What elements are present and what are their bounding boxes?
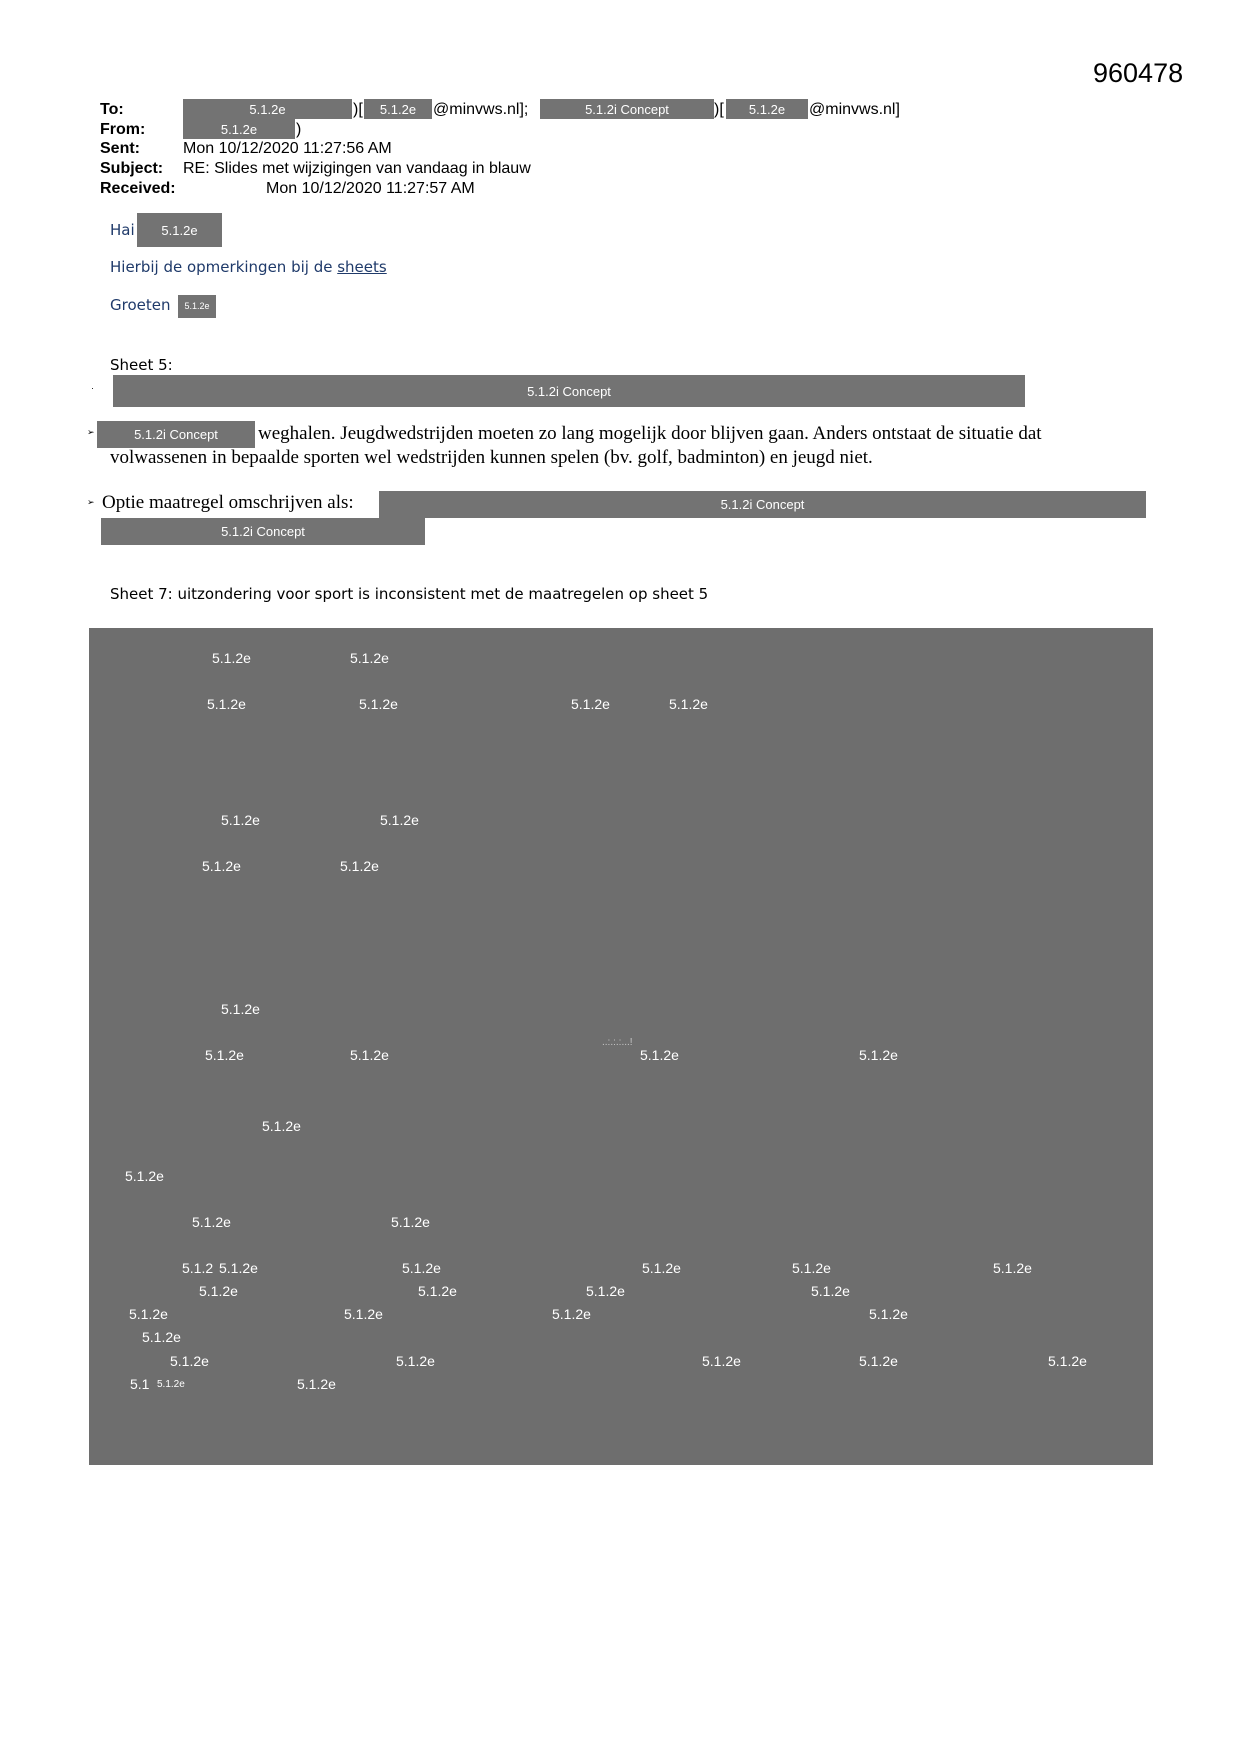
sent-value: Mon 10/12/2020 11:27:56 AM (183, 140, 392, 157)
redaction-label: 5.1.2e (359, 696, 398, 712)
redaction-label: 5.1.2e (859, 1047, 898, 1063)
redaction-label: 5.1.2 (182, 1260, 214, 1276)
redaction-label: 5.1.2e (350, 1047, 389, 1063)
closing: Groeten (110, 296, 171, 314)
redaction-label: 5.1.2e (262, 1118, 301, 1134)
redaction-box: 5.1.2e (137, 213, 222, 247)
redaction-label: 5.1.2e (297, 1376, 336, 1392)
redaction-label: 5.1.2e (402, 1260, 441, 1276)
redaction-label: 5.1.2e (380, 812, 419, 828)
paragraph-line: volwassenen in bepaalde sporten wel wedstrijden kunnen spelen (bv. golf, badminton) en jeugd niet. (110, 447, 873, 468)
received-value: Mon 10/12/2020 11:27:57 AM (266, 180, 475, 197)
from-close: ) (296, 121, 302, 138)
redaction-label: 5.1.2e (642, 1260, 681, 1276)
redaction-label: 5.1.2e (221, 1001, 260, 1017)
bullet: · (91, 383, 94, 393)
received-label: Received: (100, 180, 176, 197)
redaction-box: 5.1.2e (178, 295, 216, 318)
redaction-box: 5.1.2e (183, 99, 352, 119)
redaction-label: 5.1.2e (350, 650, 389, 666)
to-separator: )[ (714, 101, 724, 118)
sheets-link[interactable]: sheets (337, 258, 387, 276)
redaction-label: 5.1.2e (192, 1214, 231, 1230)
redaction-label: 5.1.2e (219, 1260, 258, 1276)
redaction-box: 5.1.2e (183, 119, 295, 139)
bullet: ➢ (87, 427, 95, 437)
redaction-label: 5.1.2e (157, 1379, 185, 1390)
redaction-label: 5.1.2e (205, 1047, 244, 1063)
redaction-label: 5.1.2e (702, 1353, 741, 1369)
redaction-box: 5.1.2i Concept (113, 375, 1025, 407)
redaction-label: 5.1.2e (859, 1353, 898, 1369)
to-domain: @minvws.nl] (809, 101, 900, 118)
redacted-block (89, 628, 1153, 1465)
subject-value: RE: Slides met wijzigingen van vandaag in blauw (183, 160, 531, 177)
faint-mark: ..:.:.:...! (602, 1037, 633, 1048)
redaction-label: 5.1.2e (340, 858, 379, 874)
redaction-box: 5.1.2i Concept (97, 421, 255, 448)
redaction-box: 5.1.2i Concept (379, 491, 1146, 518)
redaction-label: 5.1.2e (142, 1329, 181, 1345)
redaction-box: 5.1.2i Concept (101, 518, 425, 545)
document-number: 960478 (1093, 58, 1184, 88)
sheet7-heading: Sheet 7: uitzondering voor sport is inconsistent met de maatregelen op sheet 5 (110, 585, 709, 603)
to-label: To: (100, 101, 124, 118)
to-separator: )[ (353, 101, 363, 118)
sheet5-heading: Sheet 5: (110, 356, 173, 374)
redaction-label: 5.1.2e (396, 1353, 435, 1369)
redaction-label: 5.1.2e (207, 696, 246, 712)
redaction-label: 5.1.2e (869, 1306, 908, 1322)
redaction-label: 5.1.2e (212, 650, 251, 666)
subject-label: Subject: (100, 160, 164, 177)
bullet: ➢ (87, 497, 95, 507)
redaction-label: 5.1.2e (125, 1168, 164, 1184)
redaction-label: 5.1.2e (391, 1214, 430, 1230)
paragraph-line: weghalen. Jeugdwedstrijden moeten zo lang mogelijk door blijven gaan. Anders ontstaat de situatie dat (258, 423, 1042, 444)
intro-line: Hierbij de opmerkingen bij de sheets (110, 258, 387, 276)
redaction-label: 5.1.2e (221, 812, 260, 828)
redaction-label: 5.1.2e (586, 1283, 625, 1299)
redaction-label: 5.1.2e (811, 1283, 850, 1299)
to-domain: @minvws.nl]; (433, 101, 529, 118)
redaction-box: 5.1.2i Concept (540, 99, 714, 119)
redaction-label: 5.1.2e (170, 1353, 209, 1369)
sent-label: Sent: (100, 140, 140, 157)
redaction-label: 5.1.2e (993, 1260, 1032, 1276)
redaction-label: 5.1.2e (1048, 1353, 1087, 1369)
redaction-label: 5.1.2e (129, 1306, 168, 1322)
redaction-label: 5.1.2e (552, 1306, 591, 1322)
redaction-label: 5.1.2e (344, 1306, 383, 1322)
redaction-label: 5.1.2e (669, 696, 708, 712)
redaction-label: 5.1.2e (640, 1047, 679, 1063)
redaction-label: 5.1.2e (199, 1283, 238, 1299)
redaction-label: 5.1.2e (418, 1283, 457, 1299)
redaction-box: 5.1.2e (726, 99, 808, 119)
redaction-label: 5.1.2e (202, 858, 241, 874)
paragraph-line: Optie maatregel omschrijven als: (102, 492, 354, 513)
redaction-box: 5.1.2e (364, 99, 432, 119)
redaction-label: 5.1.2e (792, 1260, 831, 1276)
redaction-label: 5.1.2e (571, 696, 610, 712)
from-label: From: (100, 121, 146, 138)
redaction-label: 5.1 (130, 1376, 150, 1392)
greeting: Hai (110, 221, 135, 239)
